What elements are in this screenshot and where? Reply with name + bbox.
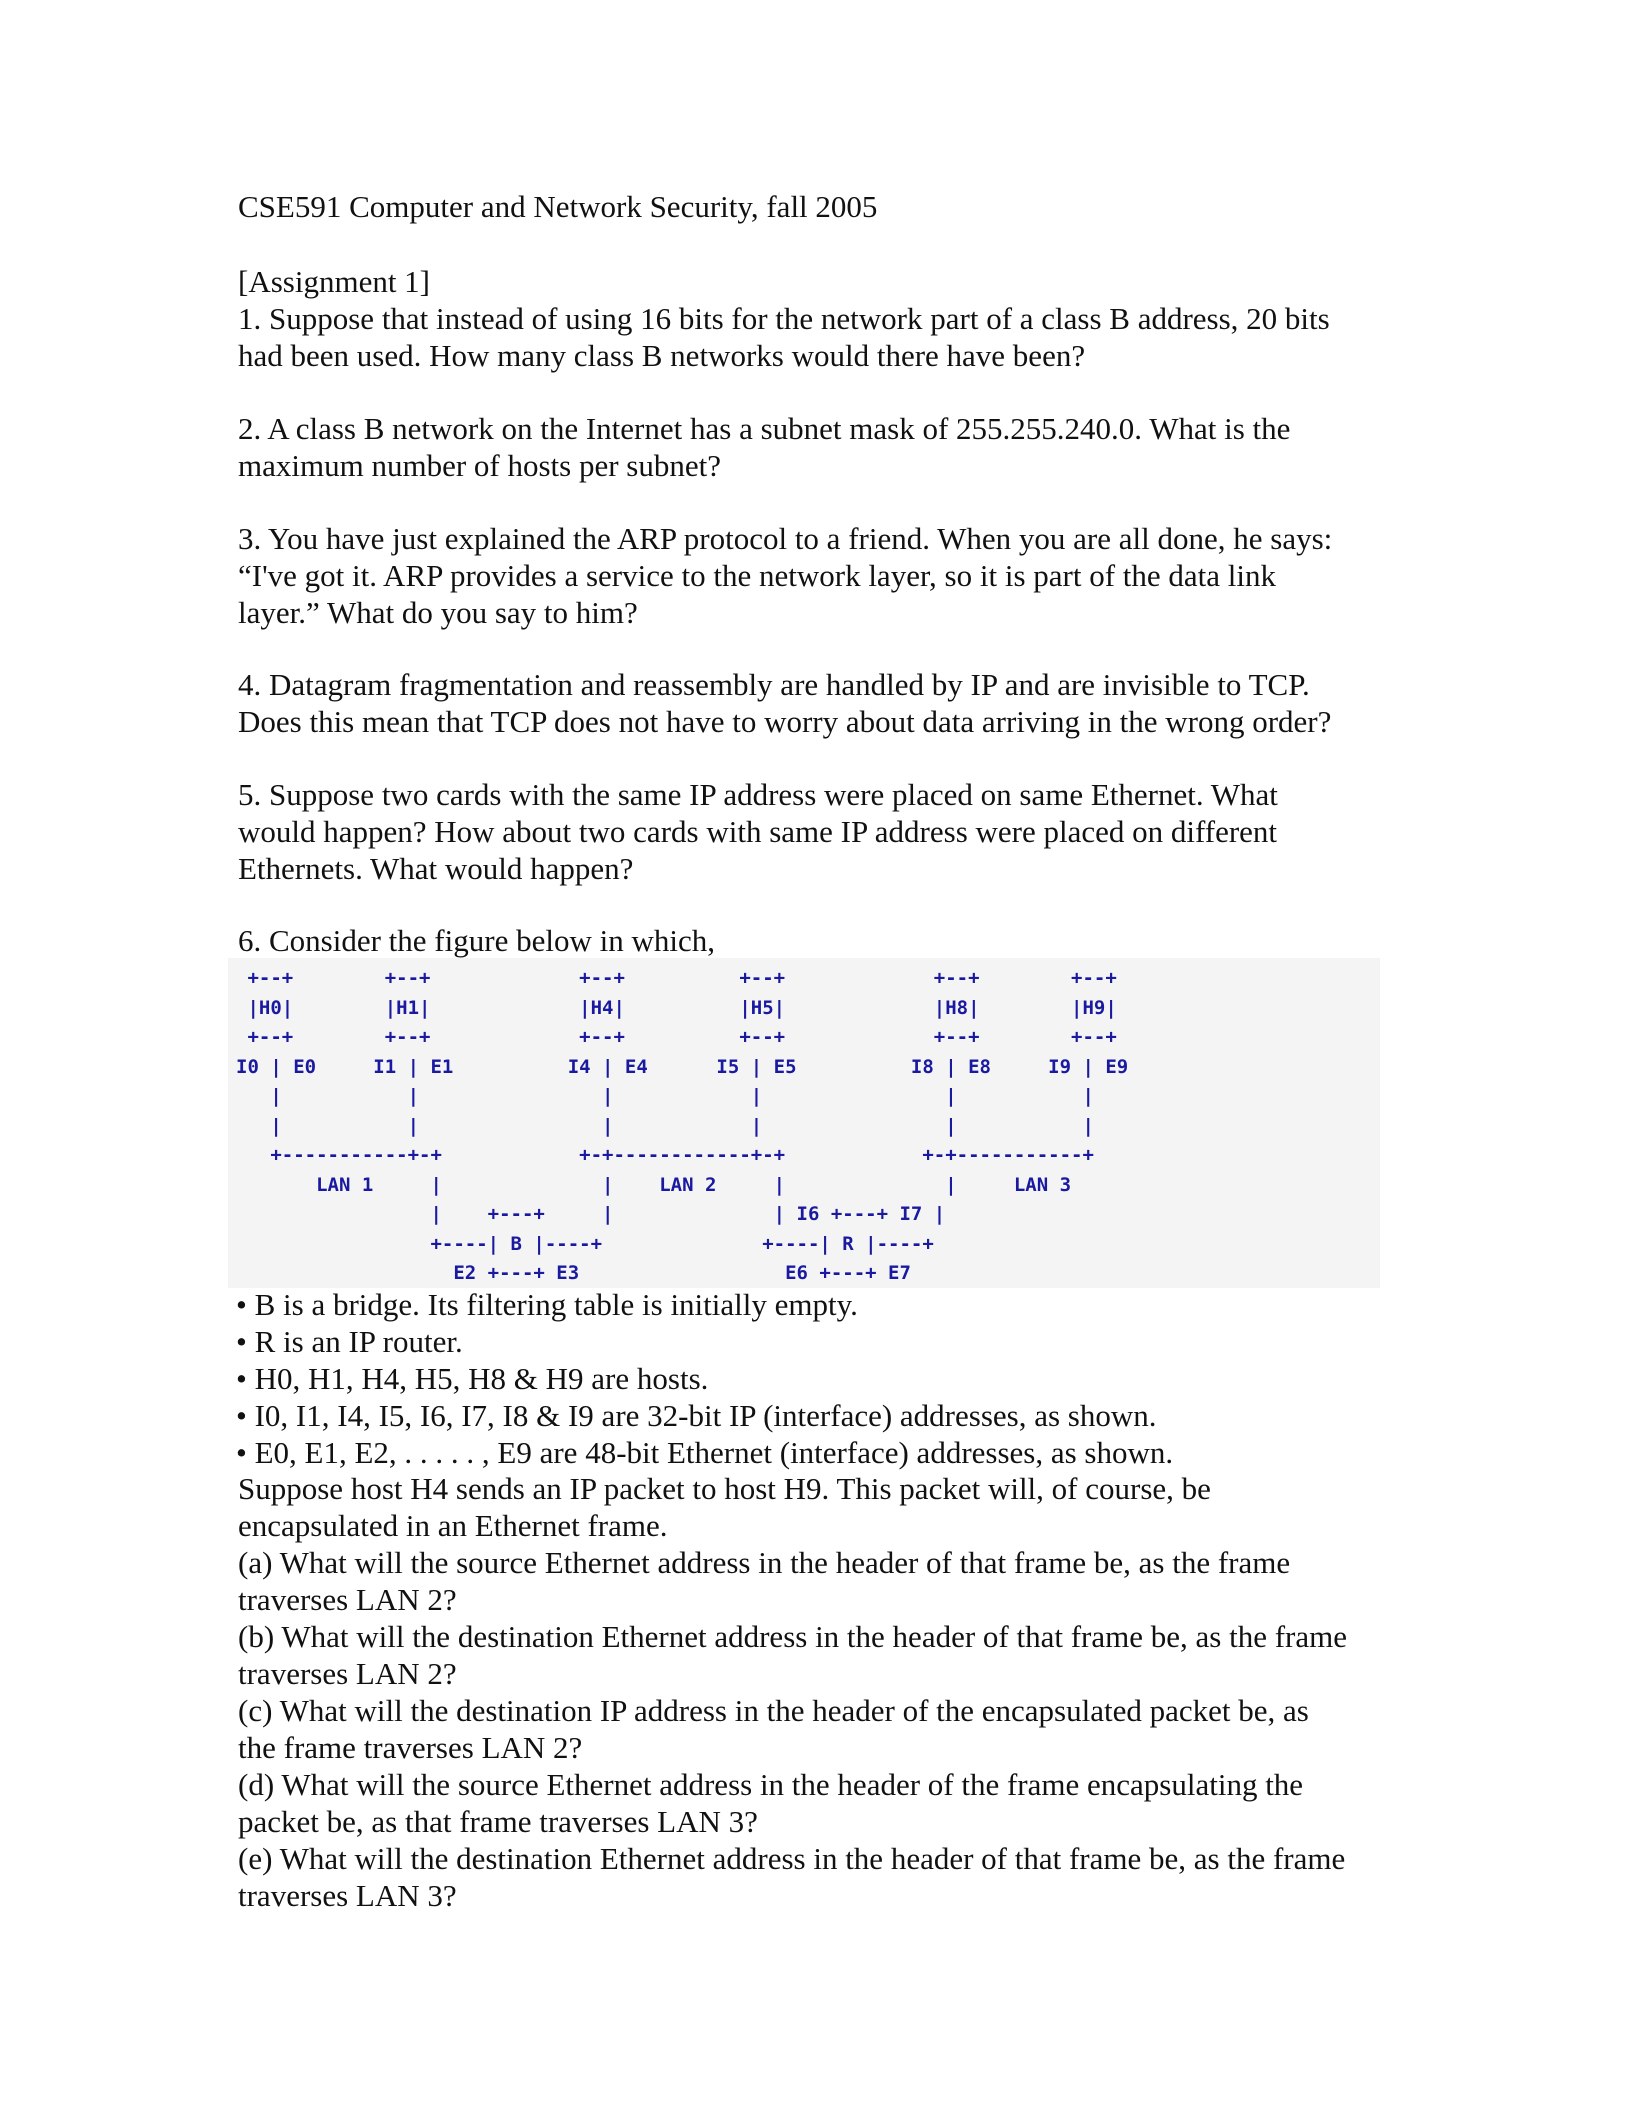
question-6c-line: (c) What will the destination IP address in the header of the encapsulated packet be, as — [238, 1693, 1309, 1728]
question-6b-line: (b) What will the destination Ethernet address in the header of that frame be, as the frame — [238, 1619, 1347, 1654]
course-title — [238, 188, 1438, 225]
question-6e-line: traverses LAN 3? — [238, 1878, 457, 1913]
question-6c-line: the frame traverses LAN 2? — [238, 1730, 583, 1765]
diagram-line: E2 +---+ E3 E6 +---+ E7 — [236, 1262, 911, 1284]
diagram-line: | | | | | | — [236, 1085, 1094, 1107]
diagram-line: +--+ +--+ +--+ +--+ +--+ +--+ — [236, 1026, 1117, 1048]
question-3 — [238, 520, 1438, 631]
diagram-line: | | | | | | — [236, 1114, 1094, 1137]
question-1-line: had been used. How many class B networks would there have been? — [238, 338, 1086, 373]
question-6e-line: (e) What will the destination Ethernet address in the header of that frame be, as the frame — [238, 1841, 1346, 1876]
diagram-line: I0 | E0 I1 | E1 I4 | E4 I5 | E5 I8 | E8 I9 | E9 — [236, 1055, 1129, 1078]
network-diagram — [228, 958, 1380, 1288]
assignment-block — [238, 263, 1438, 374]
question-3-line: 3. You have just explained the ARP protocol to a friend. When you are all done, he says: — [238, 521, 1333, 556]
assignment-label: [Assignment 1] — [238, 264, 431, 299]
diagram-line: |H0| |H1| |H4| |H5| |H8| |H9| — [236, 996, 1117, 1019]
bullet-item: • R is an IP router. — [236, 1323, 1436, 1360]
question-6b-line: traverses LAN 2? — [238, 1656, 457, 1691]
question-6-intro-text: 6. Consider the figure below in which, — [238, 923, 715, 958]
question-6a-line: traverses LAN 2? — [238, 1582, 457, 1617]
question-4-line: Does this mean that TCP does not have to worry about data arriving in the wrong order? — [238, 704, 1332, 739]
question-3-line: layer.” What do you say to him? — [238, 595, 638, 630]
question-5-line: 5. Suppose two cards with the same IP address were placed on same Ethernet. What — [238, 777, 1278, 812]
question-4 — [238, 666, 1438, 740]
bullet-item: • B is a bridge. Its filtering table is initially empty. — [236, 1286, 1436, 1323]
question-2-line: 2. A class B network on the Internet has a subnet mask of 255.255.240.0. What is the — [238, 411, 1291, 446]
question-6d-line: packet be, as that frame traverses LAN 3? — [238, 1804, 758, 1839]
question-2 — [238, 410, 1438, 484]
question-6-intro — [238, 922, 1438, 959]
question-3-line: “I've got it. ARP provides a service to the network layer, so it is part of the data link — [238, 558, 1277, 593]
question-6d-line: (d) What will the source Ethernet address in the header of the frame encapsulating the — [238, 1767, 1304, 1802]
bullet-item: • E0, E1, E2, . . . . . , E9 are 48-bit Ethernet (interface) addresses, as shown. — [236, 1434, 1436, 1471]
question-6-line: encapsulated in an Ethernet frame. — [238, 1508, 668, 1543]
question-1-line: 1. Suppose that instead of using 16 bits for the network part of a class B address, 20 bits — [238, 301, 1330, 336]
question-5-line: would happen? How about two cards with same IP address were placed on different — [238, 814, 1278, 849]
diagram-line: +-----------+-+ +-+------------+-+ +-+-----------+ — [236, 1144, 1094, 1166]
bullet-item: • H0, H1, H4, H5, H8 & H9 are hosts. — [236, 1360, 1436, 1397]
question-6a-line: (a) What will the source Ethernet address in the header of that frame be, as the frame — [238, 1545, 1291, 1580]
bullet-list — [236, 1286, 1436, 1471]
network-diagram-ascii — [228, 958, 1380, 1289]
diagram-line: | +---+ | | I6 +---+ I7 | — [236, 1203, 946, 1225]
diagram-line: LAN 1 | | LAN 2 | | LAN 3 — [236, 1173, 1072, 1196]
course-title-text: CSE591 Computer and Network Security, fall 2005 — [238, 189, 878, 224]
question-4-line: 4. Datagram fragmentation and reassembly are handled by IP and are invisible to TCP. — [238, 667, 1310, 702]
diagram-line: +----| B |----+ +----| R |----+ — [236, 1232, 934, 1255]
diagram-line: +--+ +--+ +--+ +--+ +--+ +--+ — [236, 967, 1117, 989]
question-2-line: maximum number of hosts per subnet? — [238, 448, 721, 483]
question-6-line: Suppose host H4 sends an IP packet to host H9. This packet will, of course, be — [238, 1471, 1211, 1506]
question-6-body — [238, 1470, 1438, 1914]
question-5 — [238, 776, 1438, 887]
bullet-item: • I0, I1, I4, I5, I6, I7, I8 & I9 are 32-bit IP (interface) addresses, as shown. — [236, 1397, 1436, 1434]
question-5-line: Ethernets. What would happen? — [238, 851, 634, 886]
